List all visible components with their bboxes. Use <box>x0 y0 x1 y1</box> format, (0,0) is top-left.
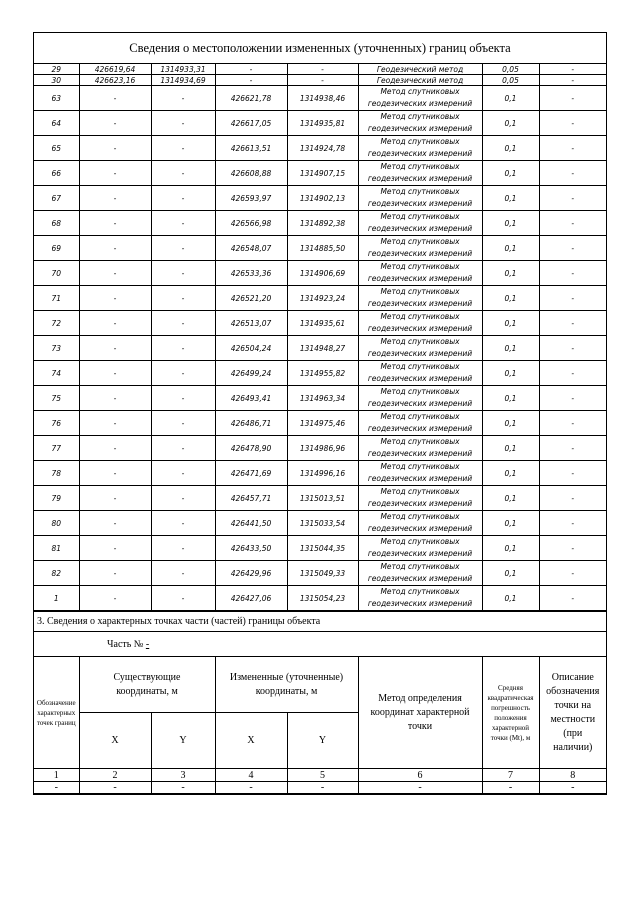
cell-existing-x: - <box>79 186 151 211</box>
table-row <box>34 311 606 336</box>
cell-existing-y: - <box>151 536 215 561</box>
method-line-2: геодезических измерений <box>367 249 473 258</box>
cell-changed-x: 426513,07 <box>215 311 287 336</box>
cell-changed-y: 1314938,46 <box>287 86 358 111</box>
cell-description: - <box>539 511 606 536</box>
cell-method <box>358 436 482 461</box>
method-line-1: Метод спутниковых <box>380 587 460 596</box>
cell-method <box>358 161 482 186</box>
cell-changed-y: 1314924,78 <box>287 136 358 161</box>
cell-existing-y: - <box>151 586 215 611</box>
cell-mt: 0,1 <box>482 261 539 286</box>
cell-method <box>358 461 482 486</box>
cell-existing-y: - <box>151 111 215 136</box>
cell-description: - <box>539 436 606 461</box>
column-number: 7 <box>482 769 539 782</box>
method-line-1: Метод спутниковых <box>380 437 460 446</box>
method-line-1: Метод спутниковых <box>380 87 460 96</box>
method-line-1: Метод спутниковых <box>380 237 460 246</box>
cell-changed-x: 426593,97 <box>215 186 287 211</box>
cell-changed-y: 1314986,96 <box>287 436 358 461</box>
cell-existing-x: - <box>79 136 151 161</box>
method-line-2: геодезических измерений <box>367 424 473 433</box>
cell-point-number: 78 <box>34 461 79 486</box>
table-row <box>34 86 606 111</box>
cell-existing-x: 426619,64 <box>79 64 151 75</box>
cell-point-number: 66 <box>34 161 79 186</box>
cell-existing-y: 1314934,69 <box>151 75 215 86</box>
cell-method <box>358 386 482 411</box>
cell-changed-y: 1314885,50 <box>287 236 358 261</box>
cell-existing-y: - <box>151 161 215 186</box>
method-line-2: геодезических измерений <box>367 449 473 458</box>
section-title: Сведения о местоположении измененных (уточненных) границ объекта <box>34 33 606 64</box>
cell-mt: 0,05 <box>482 75 539 86</box>
empty-cell: - <box>482 782 539 794</box>
cell-existing-y: - <box>151 561 215 586</box>
cell-method <box>358 311 482 336</box>
cell-changed-y: 1314902,13 <box>287 186 358 211</box>
cell-point-number: 79 <box>34 486 79 511</box>
cell-mt: 0,1 <box>482 136 539 161</box>
method-line-2: геодезических измерений <box>367 124 473 133</box>
cell-existing-y: - <box>151 361 215 386</box>
cell-point-number: 70 <box>34 261 79 286</box>
cell-point-number: 82 <box>34 561 79 586</box>
cell-method <box>358 186 482 211</box>
cell-existing-x: - <box>79 311 151 336</box>
cell-method: Геодезический метод <box>358 64 482 75</box>
table-row <box>34 186 606 211</box>
cell-mt: 0,1 <box>482 386 539 411</box>
cell-changed-y: 1314963,34 <box>287 386 358 411</box>
cell-changed-y: - <box>287 75 358 86</box>
method-line-1: Метод спутниковых <box>380 312 460 321</box>
table-row <box>34 336 606 361</box>
cell-method <box>358 211 482 236</box>
method-line-1: Метод спутниковых <box>380 487 460 496</box>
method-line-2: геодезических измерений <box>367 549 473 558</box>
cell-existing-y: - <box>151 336 215 361</box>
cell-method <box>358 511 482 536</box>
cell-mt: 0,1 <box>482 236 539 261</box>
cell-mt: 0,1 <box>482 561 539 586</box>
cell-description: - <box>539 111 606 136</box>
cell-changed-y: 1315033,54 <box>287 511 358 536</box>
cell-point-number: 74 <box>34 361 79 386</box>
cell-description: - <box>539 86 606 111</box>
cell-existing-y: - <box>151 236 215 261</box>
cell-description: - <box>539 211 606 236</box>
header-mt: Средняя квадратическая погрешность положения характерной точки (Mt), м <box>482 657 539 769</box>
column-number: 5 <box>287 769 358 782</box>
cell-existing-y: - <box>151 436 215 461</box>
part-label: Часть № <box>107 639 144 650</box>
cell-mt: 0,1 <box>482 461 539 486</box>
cell-point-number: 69 <box>34 236 79 261</box>
table-row <box>34 64 606 75</box>
cell-existing-x: - <box>79 586 151 611</box>
cell-mt: 0,1 <box>482 536 539 561</box>
cell-changed-x: 426478,90 <box>215 436 287 461</box>
method-line-1: Метод спутниковых <box>380 362 460 371</box>
empty-cell: - <box>539 782 606 794</box>
cell-method <box>358 236 482 261</box>
cell-point-number: 72 <box>34 311 79 336</box>
cell-changed-y: 1314923,24 <box>287 286 358 311</box>
header-changed-y: Y <box>287 713 358 769</box>
document-frame <box>33 32 607 795</box>
method-line-1: Метод спутниковых <box>380 262 460 271</box>
cell-method <box>358 336 482 361</box>
column-number: 4 <box>215 769 287 782</box>
cell-point-number: 71 <box>34 286 79 311</box>
cell-existing-x: - <box>79 161 151 186</box>
method-line-2: геодезических измерений <box>367 474 473 483</box>
header-changed-coords: Измененные (уточненные) координаты, м <box>215 657 358 713</box>
table-row <box>34 111 606 136</box>
cell-changed-y: 1314955,82 <box>287 361 358 386</box>
method-line-2: геодезических измерений <box>367 599 473 608</box>
cell-existing-x: - <box>79 236 151 261</box>
cell-existing-y: 1314933,31 <box>151 64 215 75</box>
cell-mt: 0,1 <box>482 511 539 536</box>
empty-cell: - <box>79 782 151 794</box>
cell-description: - <box>539 361 606 386</box>
cell-existing-x: - <box>79 286 151 311</box>
cell-changed-y: 1314906,69 <box>287 261 358 286</box>
cell-changed-y: - <box>287 64 358 75</box>
method-line-1: Метод спутниковых <box>380 337 460 346</box>
cell-changed-y: 1314892,38 <box>287 211 358 236</box>
cell-mt: 0,05 <box>482 64 539 75</box>
coordinates-table <box>34 64 606 611</box>
cell-mt: 0,1 <box>482 311 539 336</box>
method-line-1: Метод спутниковых <box>380 187 460 196</box>
cell-existing-y: - <box>151 411 215 436</box>
empty-cell: - <box>358 782 482 794</box>
cell-point-number: 64 <box>34 111 79 136</box>
cell-changed-x: 426617,05 <box>215 111 287 136</box>
cell-description: - <box>539 561 606 586</box>
cell-existing-x: - <box>79 511 151 536</box>
section-3-title: 3. Сведения о характерных точках части (частей) границы объекта <box>34 611 606 632</box>
cell-existing-x: - <box>79 211 151 236</box>
cell-method <box>358 411 482 436</box>
cell-mt: 0,1 <box>482 486 539 511</box>
cell-existing-x: - <box>79 411 151 436</box>
cell-changed-y: 1314935,81 <box>287 111 358 136</box>
cell-existing-x: 426623,16 <box>79 75 151 86</box>
cell-point-number: 63 <box>34 86 79 111</box>
method-line-2: геодезических измерений <box>367 499 473 508</box>
table-row <box>34 161 606 186</box>
cell-method <box>358 261 482 286</box>
cell-changed-x: 426457,71 <box>215 486 287 511</box>
cell-mt: 0,1 <box>482 211 539 236</box>
cell-existing-x: - <box>79 261 151 286</box>
method-line-1: Метод спутниковых <box>380 462 460 471</box>
table-row <box>34 511 606 536</box>
cell-method <box>358 586 482 611</box>
cell-point-number: 65 <box>34 136 79 161</box>
cell-changed-x: 426613,51 <box>215 136 287 161</box>
cell-changed-y: 1315054,23 <box>287 586 358 611</box>
table-row <box>34 486 606 511</box>
column-numbers-row <box>34 769 606 782</box>
cell-method <box>358 111 482 136</box>
empty-cell: - <box>215 782 287 794</box>
cell-changed-x: 426621,78 <box>215 86 287 111</box>
cell-point-number: 75 <box>34 386 79 411</box>
part-points-table <box>34 656 606 794</box>
cell-description: - <box>539 75 606 86</box>
cell-existing-y: - <box>151 186 215 211</box>
cell-mt: 0,1 <box>482 436 539 461</box>
table-row <box>34 782 606 794</box>
method-line-2: геодезических измерений <box>367 574 473 583</box>
column-number: 3 <box>151 769 215 782</box>
cell-point-number: 1 <box>34 586 79 611</box>
cell-description: - <box>539 336 606 361</box>
cell-changed-x: 426499,24 <box>215 361 287 386</box>
cell-changed-y: 1315049,33 <box>287 561 358 586</box>
cell-changed-y: 1314996,16 <box>287 461 358 486</box>
table-row <box>34 561 606 586</box>
method-line-2: геодезических измерений <box>367 199 473 208</box>
method-line-1: Метод спутниковых <box>380 562 460 571</box>
cell-description: - <box>539 261 606 286</box>
cell-existing-x: - <box>79 461 151 486</box>
cell-changed-x: 426429,96 <box>215 561 287 586</box>
cell-changed-x: 426427,06 <box>215 586 287 611</box>
cell-existing-y: - <box>151 261 215 286</box>
cell-method <box>358 286 482 311</box>
method-line-1: Метод спутниковых <box>380 112 460 121</box>
cell-existing-x: - <box>79 386 151 411</box>
method-line-1: Метод спутниковых <box>380 212 460 221</box>
cell-description: - <box>539 286 606 311</box>
empty-cell: - <box>151 782 215 794</box>
cell-changed-x: 426533,36 <box>215 261 287 286</box>
cell-existing-y: - <box>151 286 215 311</box>
column-number: 8 <box>539 769 606 782</box>
table-row <box>34 361 606 386</box>
cell-mt: 0,1 <box>482 186 539 211</box>
cell-point-number: 68 <box>34 211 79 236</box>
method-line-2: геодезических измерений <box>367 399 473 408</box>
cell-point-number: 29 <box>34 64 79 75</box>
cell-mt: 0,1 <box>482 411 539 436</box>
cell-changed-x: - <box>215 75 287 86</box>
method-line-1: Метод спутниковых <box>380 512 460 521</box>
cell-existing-x: - <box>79 86 151 111</box>
cell-method <box>358 561 482 586</box>
header-changed-x: X <box>215 713 287 769</box>
header-point-designation: Обозначение характерных точек границ <box>34 657 79 769</box>
method-line-1: Метод спутниковых <box>380 137 460 146</box>
table-row <box>34 536 606 561</box>
cell-description: - <box>539 136 606 161</box>
cell-existing-y: - <box>151 511 215 536</box>
cell-existing-y: - <box>151 136 215 161</box>
cell-description: - <box>539 461 606 486</box>
cell-changed-x: - <box>215 64 287 75</box>
cell-mt: 0,1 <box>482 336 539 361</box>
cell-changed-x: 426548,07 <box>215 236 287 261</box>
cell-changed-y: 1314935,61 <box>287 311 358 336</box>
method-line-2: геодезических измерений <box>367 349 473 358</box>
cell-description: - <box>539 64 606 75</box>
cell-changed-y: 1314975,46 <box>287 411 358 436</box>
cell-description: - <box>539 236 606 261</box>
cell-mt: 0,1 <box>482 111 539 136</box>
header-description: Описание обозначения точки на местности (при наличии) <box>539 657 606 769</box>
method-line-2: геодезических измерений <box>367 224 473 233</box>
cell-existing-x: - <box>79 336 151 361</box>
cell-existing-y: - <box>151 486 215 511</box>
cell-existing-x: - <box>79 436 151 461</box>
cell-point-number: 30 <box>34 75 79 86</box>
method-line-2: геодезических измерений <box>367 99 473 108</box>
cell-point-number: 76 <box>34 411 79 436</box>
cell-point-number: 80 <box>34 511 79 536</box>
cell-mt: 0,1 <box>482 161 539 186</box>
cell-changed-y: 1314907,15 <box>287 161 358 186</box>
cell-changed-x: 426493,41 <box>215 386 287 411</box>
cell-point-number: 67 <box>34 186 79 211</box>
method-line-1: Метод спутниковых <box>380 162 460 171</box>
cell-description: - <box>539 586 606 611</box>
cell-changed-x: 426521,20 <box>215 286 287 311</box>
cell-description: - <box>539 411 606 436</box>
table-row <box>34 211 606 236</box>
part-number-row <box>34 632 606 656</box>
table-row <box>34 286 606 311</box>
cell-description: - <box>539 311 606 336</box>
header-existing-coords: Существующие координаты, м <box>79 657 215 713</box>
cell-changed-x: 426433,50 <box>215 536 287 561</box>
method-line-2: геодезических измерений <box>367 374 473 383</box>
cell-changed-x: 426504,24 <box>215 336 287 361</box>
cell-point-number: 81 <box>34 536 79 561</box>
method-line-2: геодезических измерений <box>367 299 473 308</box>
table-row <box>34 75 606 86</box>
cell-existing-y: - <box>151 311 215 336</box>
cell-method <box>358 136 482 161</box>
cell-existing-y: - <box>151 461 215 486</box>
table-row <box>34 136 606 161</box>
table-row <box>34 261 606 286</box>
cell-method <box>358 86 482 111</box>
method-line-2: геодезических измерений <box>367 174 473 183</box>
part-value: - <box>145 639 150 650</box>
cell-method <box>358 361 482 386</box>
method-line-2: геодезических измерений <box>367 324 473 333</box>
cell-existing-y: - <box>151 86 215 111</box>
cell-existing-x: - <box>79 361 151 386</box>
cell-mt: 0,1 <box>482 286 539 311</box>
cell-changed-x: 426441,50 <box>215 511 287 536</box>
column-number: 2 <box>79 769 151 782</box>
cell-mt: 0,1 <box>482 361 539 386</box>
method-line-2: геодезических измерений <box>367 274 473 283</box>
table-row <box>34 386 606 411</box>
table-row <box>34 461 606 486</box>
header-existing-x: X <box>79 713 151 769</box>
cell-changed-y: 1315044,35 <box>287 536 358 561</box>
table-row <box>34 236 606 261</box>
cell-existing-y: - <box>151 211 215 236</box>
cell-existing-x: - <box>79 536 151 561</box>
cell-changed-x: 426471,69 <box>215 461 287 486</box>
cell-description: - <box>539 386 606 411</box>
cell-description: - <box>539 486 606 511</box>
cell-method <box>358 536 482 561</box>
header-existing-y: Y <box>151 713 215 769</box>
method-line-1: Метод спутниковых <box>380 287 460 296</box>
cell-point-number: 77 <box>34 436 79 461</box>
cell-description: - <box>539 161 606 186</box>
cell-changed-x: 426486,71 <box>215 411 287 436</box>
column-number: 1 <box>34 769 79 782</box>
table-row <box>34 411 606 436</box>
cell-changed-y: 1315013,51 <box>287 486 358 511</box>
table-row <box>34 436 606 461</box>
cell-method <box>358 486 482 511</box>
cell-existing-x: - <box>79 111 151 136</box>
empty-cell: - <box>34 782 79 794</box>
cell-existing-x: - <box>79 561 151 586</box>
cell-point-number: 73 <box>34 336 79 361</box>
method-line-1: Метод спутниковых <box>380 387 460 396</box>
table-row <box>34 586 606 611</box>
cell-changed-x: 426608,88 <box>215 161 287 186</box>
cell-method: Геодезический метод <box>358 75 482 86</box>
cell-mt: 0,1 <box>482 586 539 611</box>
cell-existing-y: - <box>151 386 215 411</box>
method-line-2: геодезических измерений <box>367 524 473 533</box>
cell-existing-x: - <box>79 486 151 511</box>
method-line-1: Метод спутниковых <box>380 412 460 421</box>
empty-cell: - <box>287 782 358 794</box>
cell-description: - <box>539 536 606 561</box>
column-number: 6 <box>358 769 482 782</box>
cell-changed-x: 426566,98 <box>215 211 287 236</box>
cell-description: - <box>539 186 606 211</box>
header-method: Метод определения координат характерной точки <box>358 657 482 769</box>
method-line-2: геодезических измерений <box>367 149 473 158</box>
cell-mt: 0,1 <box>482 86 539 111</box>
cell-changed-y: 1314948,27 <box>287 336 358 361</box>
method-line-1: Метод спутниковых <box>380 537 460 546</box>
